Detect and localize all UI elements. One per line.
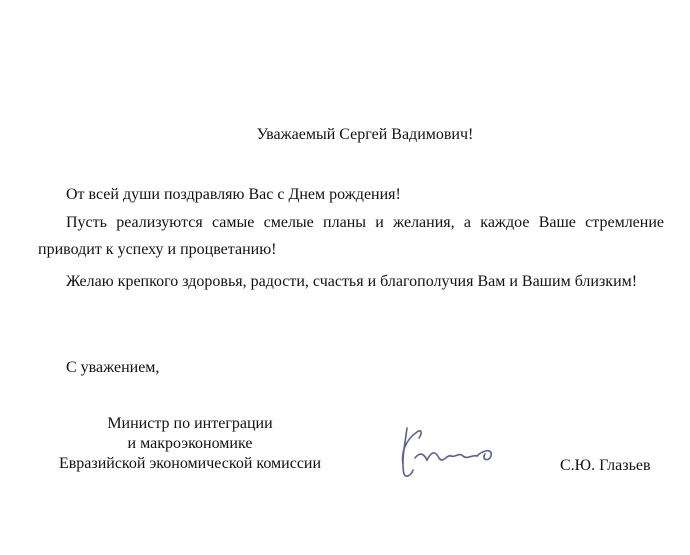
position-line-3: Евразийской экономической комиссии bbox=[58, 455, 322, 472]
paragraph-wishes: Пусть реализуются самые смелые планы и желания, а каждое Ваше стремление приводит к успеху и процветанию! bbox=[38, 214, 664, 258]
position-line-2: и макроэкономике bbox=[127, 435, 253, 452]
signer-position bbox=[30, 414, 350, 474]
signer-name: С.Ю. Глазьев bbox=[560, 457, 651, 474]
paragraph-health: Желаю крепкого здоровья, радости, счастья и благополучия Вам и Вашим близким! bbox=[66, 273, 638, 290]
paragraph-greeting: От всей души поздравляю Вас с Днем рождения! bbox=[66, 186, 401, 203]
position-line-1: Министр по интеграции bbox=[107, 415, 273, 432]
salutation: Уважаемый Сергей Вадимович! bbox=[256, 126, 474, 143]
closing: С уважением, bbox=[66, 359, 160, 376]
handwritten-signature bbox=[381, 414, 511, 484]
